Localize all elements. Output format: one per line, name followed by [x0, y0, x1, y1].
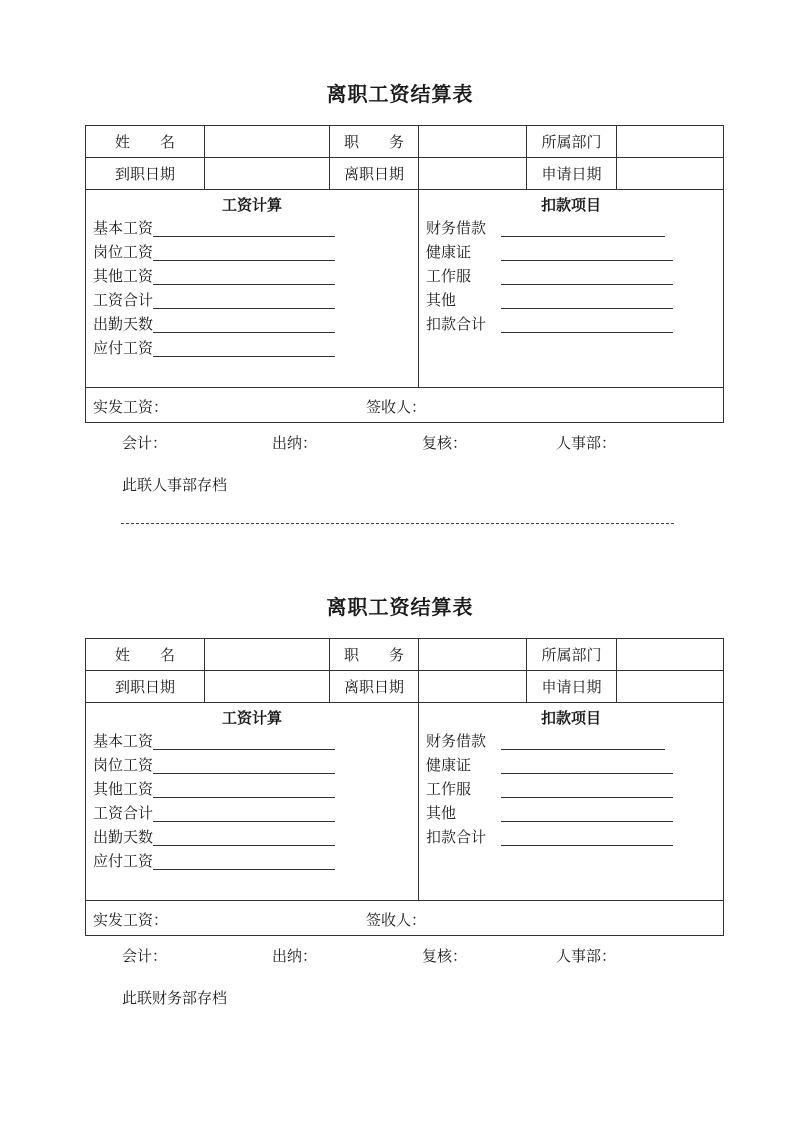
- deduction-item-label: 扣款合计: [426, 828, 487, 846]
- deduction-item-label: 财务借款: [426, 732, 487, 750]
- accountant-label: 会计：: [122, 434, 168, 452]
- footer-row: [86, 901, 724, 936]
- form-title: 离职工资结算表: [326, 82, 474, 106]
- deduction-section-title: 扣款项目: [540, 196, 601, 214]
- salary-item-blank[interactable]: [153, 268, 335, 285]
- deduction-item-label: 其他: [426, 804, 457, 822]
- salary-item-label: 工资合计: [93, 291, 154, 309]
- salary-item-blank[interactable]: [153, 829, 335, 846]
- department-field[interactable]: [617, 126, 724, 158]
- salary-item-blank[interactable]: [153, 316, 335, 333]
- name-label: 姓 名: [86, 126, 205, 158]
- salary-item-label: 岗位工资: [93, 756, 154, 774]
- reviewer-label: 复核：: [422, 947, 468, 965]
- salary-item: [86, 240, 418, 264]
- position-label: 职 务: [330, 639, 419, 671]
- deduction-item-label: 工作服: [426, 267, 472, 285]
- deduction-item: [419, 312, 723, 336]
- deduction-item-label: 健康证: [426, 756, 472, 774]
- deduction-item: [419, 288, 723, 312]
- accountant-label: 会计：: [122, 947, 168, 965]
- salary-item-label: 出勤天数: [93, 315, 154, 333]
- apply-date-field[interactable]: [617, 158, 724, 190]
- deduction-item-label: 工作服: [426, 780, 472, 798]
- cut-line-divider: [121, 523, 674, 524]
- salary-section-title: 工资计算: [221, 196, 282, 214]
- deduction-item-blank[interactable]: [501, 268, 673, 285]
- department-field[interactable]: [617, 639, 724, 671]
- hr-label: 人事部：: [556, 434, 617, 452]
- department-label: 所属部门: [527, 126, 617, 158]
- cashier-label: 出纳：: [272, 434, 318, 452]
- deduction-item-blank[interactable]: [501, 757, 673, 774]
- deduction-item: [419, 729, 723, 753]
- salary-item-label: 其他工资: [93, 267, 154, 285]
- hire-date-label: 到职日期: [86, 671, 205, 703]
- salary-item-blank[interactable]: [153, 292, 335, 309]
- salary-item-blank[interactable]: [153, 340, 335, 357]
- salary-item: [86, 777, 418, 801]
- reviewer-label: 复核：: [422, 434, 468, 452]
- actual-pay-label: 实发工资：: [93, 398, 169, 416]
- name-label: 姓 名: [86, 639, 205, 671]
- salary-section-title: 工资计算: [221, 709, 282, 727]
- deduction-item-label: 扣款合计: [426, 315, 487, 333]
- salary-item-blank[interactable]: [153, 853, 335, 870]
- salary-item: [86, 729, 418, 753]
- salary-item-label: 基本工资: [93, 219, 154, 237]
- signee-label: 签收人：: [366, 911, 427, 929]
- hire-date-field[interactable]: [205, 671, 330, 703]
- deduction-item: [419, 264, 723, 288]
- name-field[interactable]: [205, 639, 330, 671]
- salary-item-label: 基本工资: [93, 732, 154, 750]
- salary-item: [86, 825, 418, 849]
- salary-item: [86, 312, 418, 336]
- hire-date-field[interactable]: [205, 158, 330, 190]
- deduction-item-blank[interactable]: [501, 220, 665, 237]
- deduction-item-label: 其他: [426, 291, 457, 309]
- salary-item-blank[interactable]: [153, 244, 335, 261]
- deduction-item: [419, 801, 723, 825]
- deduction-item: [419, 216, 723, 240]
- salary-item-label: 应付工资: [93, 339, 154, 357]
- signee-label: 签收人：: [366, 398, 427, 416]
- leave-date-field[interactable]: [419, 671, 527, 703]
- salary-section: [86, 190, 419, 388]
- deduction-item-blank[interactable]: [501, 805, 673, 822]
- salary-item: [86, 849, 418, 873]
- settlement-table: [85, 638, 724, 936]
- deduction-section: [419, 190, 724, 388]
- position-field[interactable]: [419, 126, 527, 158]
- cashier-label: 出纳：: [272, 947, 318, 965]
- archive-note: 此联财务部存档: [122, 989, 228, 1007]
- salary-item-label: 应付工资: [93, 852, 154, 870]
- salary-item-blank[interactable]: [153, 781, 335, 798]
- settlement-table: [85, 125, 724, 423]
- deduction-item-blank[interactable]: [501, 733, 665, 750]
- salary-item-label: 出勤天数: [93, 828, 154, 846]
- salary-item-blank[interactable]: [153, 220, 335, 237]
- deduction-item: [419, 753, 723, 777]
- apply-date-label: 申请日期: [527, 671, 617, 703]
- salary-section: [86, 703, 419, 901]
- salary-item: [86, 216, 418, 240]
- deduction-item-blank[interactable]: [501, 829, 673, 846]
- salary-item-blank[interactable]: [153, 757, 335, 774]
- deduction-section: [419, 703, 724, 901]
- actual-pay-label: 实发工资：: [93, 911, 169, 929]
- hire-date-label: 到职日期: [86, 158, 205, 190]
- leave-date-label: 离职日期: [330, 671, 419, 703]
- leave-date-field[interactable]: [419, 158, 527, 190]
- deduction-item: [419, 240, 723, 264]
- salary-item-blank[interactable]: [153, 805, 335, 822]
- salary-item-label: 其他工资: [93, 780, 154, 798]
- salary-item: [86, 288, 418, 312]
- apply-date-label: 申请日期: [527, 158, 617, 190]
- deduction-item: [419, 777, 723, 801]
- apply-date-field[interactable]: [617, 671, 724, 703]
- deduction-item: [419, 825, 723, 849]
- salary-item-label: 工资合计: [93, 804, 154, 822]
- deduction-item-blank[interactable]: [501, 316, 673, 333]
- salary-item-label: 岗位工资: [93, 243, 154, 261]
- form-title: 离职工资结算表: [326, 595, 474, 619]
- name-field[interactable]: [205, 126, 330, 158]
- leave-date-label: 离职日期: [330, 158, 419, 190]
- salary-item: [86, 801, 418, 825]
- department-label: 所属部门: [527, 639, 617, 671]
- position-label: 职 务: [330, 126, 419, 158]
- deduction-section-title: 扣款项目: [540, 709, 601, 727]
- signature-line: [0, 945, 800, 965]
- deduction-item-blank[interactable]: [501, 244, 673, 261]
- signature-line: [0, 432, 800, 452]
- deduction-item-label: 财务借款: [426, 219, 487, 237]
- footer-row: [86, 388, 724, 423]
- deduction-item-blank[interactable]: [501, 292, 673, 309]
- deduction-item-blank[interactable]: [501, 781, 673, 798]
- position-field[interactable]: [419, 639, 527, 671]
- archive-note: 此联人事部存档: [122, 476, 228, 494]
- salary-item: [86, 336, 418, 360]
- deduction-item-label: 健康证: [426, 243, 472, 261]
- hr-label: 人事部：: [556, 947, 617, 965]
- salary-item: [86, 753, 418, 777]
- salary-item-blank[interactable]: [153, 733, 335, 750]
- salary-item: [86, 264, 418, 288]
